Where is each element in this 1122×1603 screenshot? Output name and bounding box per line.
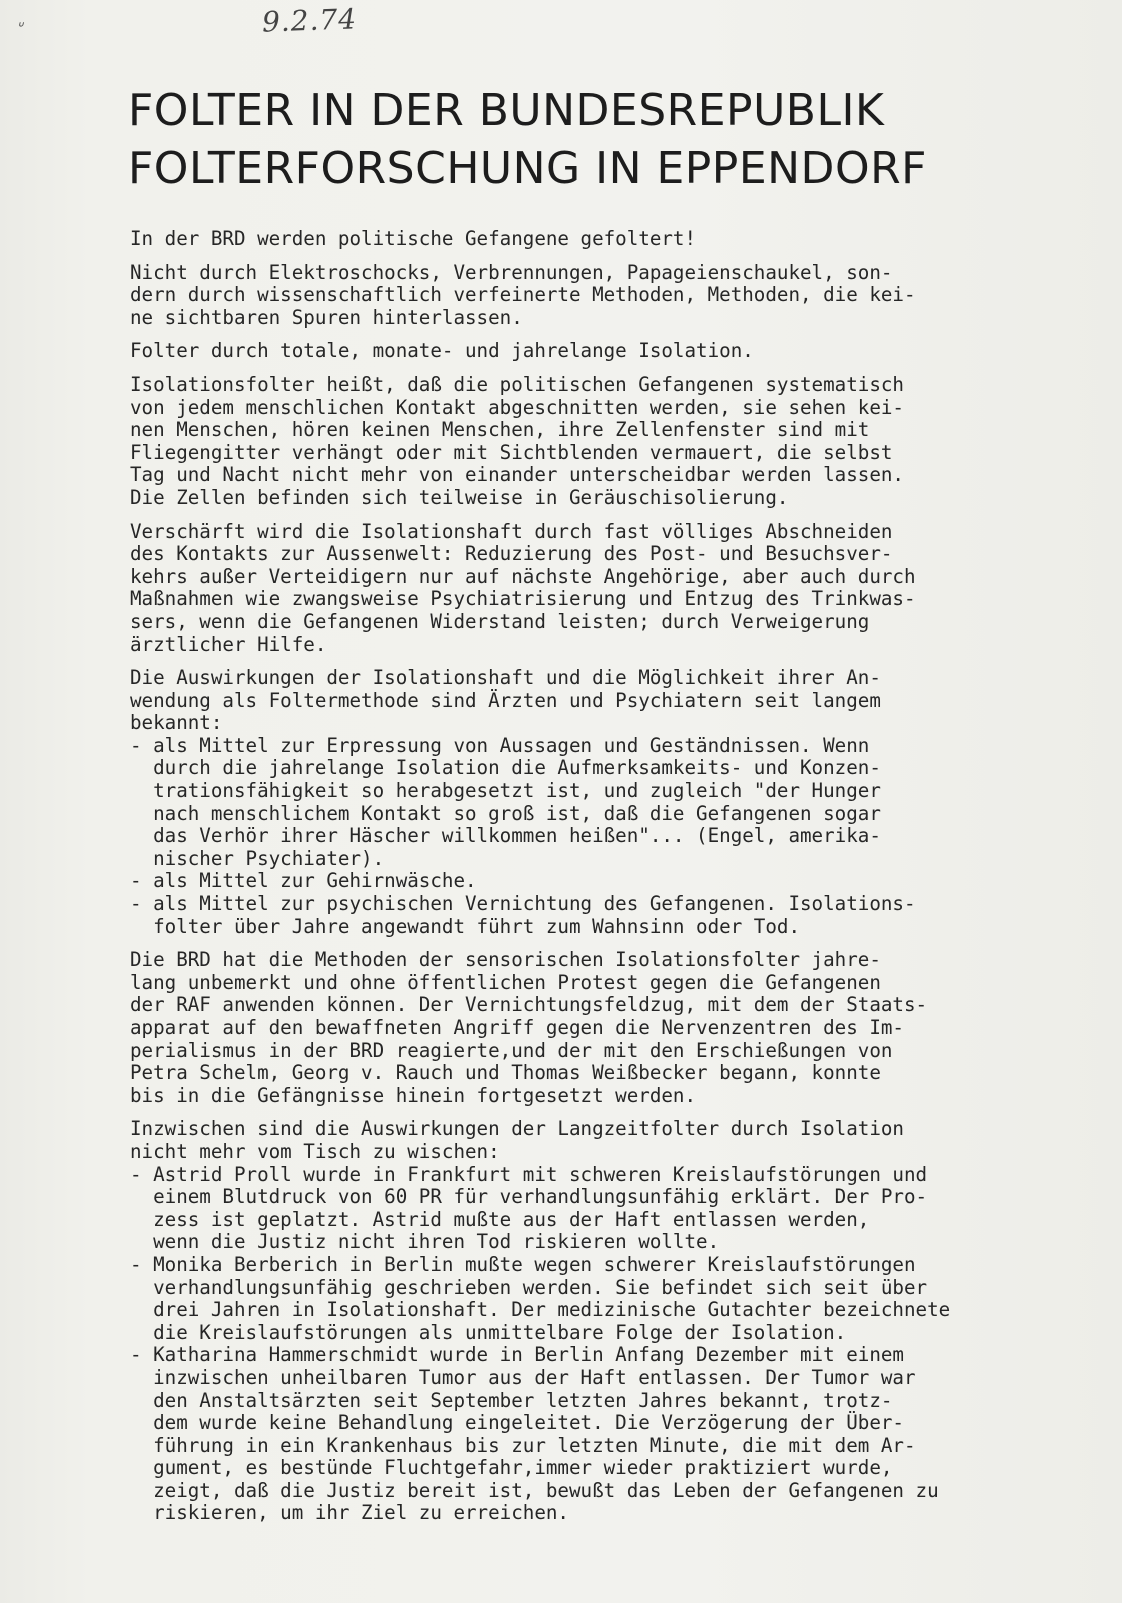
effects-list <box>130 735 1090 938</box>
handwritten-date: 9.2.74 <box>261 2 358 39</box>
title-line-1: FOLTER IN DER BUNDESREPUBLIK <box>128 85 885 136</box>
list-item: - als Mittel zur Gehirnwäsche. <box>130 869 477 893</box>
cases-list <box>130 1164 1090 1526</box>
paragraph-intro: In der BRD werden politische Gefangene gefoltert! <box>130 227 697 250</box>
paragraph-isolation-definition: Isolationsfolter heißt, daß die politischen Gefangenen systematisch von jedem menschlichen Kontakt abgeschnitten werden, sie sehen kei- nen Menschen, hören keinen Menschen, ihre Zellenfenster sind mit Fliegengitter verhängt oder mit Sichtblenden vermauert, die selbst Tag und Nacht nicht mehr von einander unterscheidbar werden lassen. Die Zellen befinden sich teilweise in Geräuschisolierung. <box>130 372 904 509</box>
paragraph-effects: Die Auswirkungen der Isolationshaft und die Möglichkeit ihrer An- wendung als Foltermethode sind Ärzten und Psychiatern seit langem bekannt: <box>130 666 881 735</box>
paragraph-isolation: Folter durch totale, monate- und jahrelange Isolation. <box>130 339 754 363</box>
list-item: - als Mittel zur Erpressung von Aussagen und Geständnissen. Wenn durch die jahrelange Isolation die Aufmerksamkeits- und Konzen- trationsfähigkeit so herabgesetzt ist, und zugleich "der Hunger nach menschlichem Kontakt so groß ist, daß die Gefangenen sogar das Verhör ihrer Häscher willkommen heißen"... (Engel, amerika- nischer Psychiater). <box>130 733 881 870</box>
title-line-2: FOLTERFORSCHUNG IN EPPENDORF <box>128 143 927 194</box>
handwritten-corner-mark: ᐡ <box>16 18 23 37</box>
list-item: - als Mittel zur psychischen Vernichtung des Gefangenen. Isolations- folter über Jahre angewandt führt zum Wahnsinn oder Tod. <box>130 892 916 938</box>
paragraph-aggravation: Verschärft wird die Isolationshaft durch fast völliges Abschneiden des Kontakts zur Aussenwelt: Reduzierung des Post- und Besuchsver- kehrs außer Verteidigern nur auf nächste Angehörige, aber auch durch Maßnahmen wie zwangsweise Psychiatrisierung und Entzug des Trinkwas- sers, wenn die Gefangenen Widerstand leisten; durch Verweigerung ärztlicher Hilfe. <box>130 519 916 656</box>
paragraph-methods: Nicht durch Elektroschocks, Verbrennungen, Papageienschaukel, son- dern durch wissenschaftlich verfeinerte Methoden, Methoden, die kei- ne sichtbaren Spuren hinterlassen. <box>130 260 916 329</box>
list-item: - Monika Berberich in Berlin mußte wegen schwerer Kreislaufstörungen verhandlungsunfähig geschrieben werden. Sie befindet sich seit über drei Jahren in Isolationshaft. Der medizinische Gutachter bezeichnete die Kreislaufstörungen als unmittelbare Folge der Isolation. <box>130 1252 951 1344</box>
document-body <box>130 228 1090 1536</box>
paragraph-brd-methods: Die BRD hat die Methoden der sensorischen Isolationsfolter jahre- lang unbemerkt und ohne öffentlichen Protest gegen die Gefangenen der RAF anwenden können. Der Vernichtungsfeldzug, mit dem der Staats- apparat auf den bewaffneten Angriff gegen die Nervenzentren des Im- perialismus in der BRD reagierte,und der mit den Erschießungen von Petra Schelm, Georg v. Rauch und Thomas Weißbecker begann, konnte bis in die Gefängnisse hinein fortgesetzt werden. <box>130 948 928 1107</box>
paragraph-consequences: Inzwischen sind die Auswirkungen der Langzeitfolter durch Isolation nicht mehr vom Tisch zu wischen: <box>130 1117 904 1163</box>
list-item: - Astrid Proll wurde in Frankfurt mit schweren Kreislaufstörungen und einem Blutdruck von 60 PR für verhandlungsunfähig erklärt. Der Pro- zess ist geplatzt. Astrid mußte aus der Haft entlassen werden, wenn die Justiz nicht ihren Tod riskieren wollte. <box>130 1162 928 1254</box>
list-item: - Katharina Hammerschmidt wurde in Berlin Anfang Dezember mit einem inzwischen unheilbaren Tumor aus der Haft entlassen. Der Tumor war den Anstaltsärzten seit September letzten Jahres bekannt, trotz- dem wurde keine Behandlung eingeleitet. Die Verzögerung der Über- führung in ein Krankenhaus bis zur letzten Minute, die mit dem Ar- gument, es bestünde Fluchtgefahr,immer wieder praktiziert wurde, zeigt, daß die Justiz bereit ist, bewußt das Leben der Gefangenen zu riskieren, um ihr Ziel zu erreichen. <box>130 1343 939 1525</box>
document-title <box>128 82 1028 198</box>
